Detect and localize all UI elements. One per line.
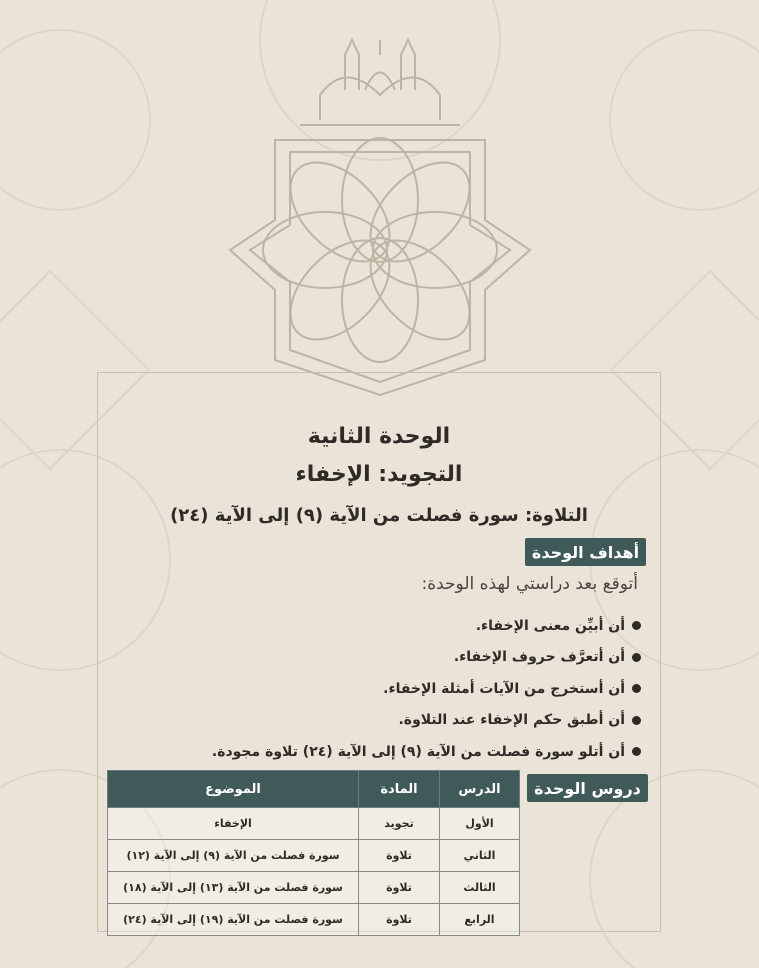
recitation-topic: التلاوة: سورة فصلت من الآية (٩) إلى الآية (٢٤)	[170, 505, 588, 526]
table-row	[108, 872, 520, 904]
list-item: أن أستخرج من الآيات أمثلة الإخفاء.	[121, 673, 641, 705]
bullet-icon	[632, 653, 641, 662]
unit-title: الوحدة الثانية	[307, 424, 451, 449]
bullet-icon	[632, 684, 641, 693]
goals-intro: أتوقع بعد دراستي لهذه الوحدة:	[421, 574, 638, 594]
table-header-row	[108, 771, 520, 808]
bullet-icon	[632, 621, 641, 630]
bullet-icon	[632, 716, 641, 725]
goals-heading: أهداف الوحدة	[525, 538, 646, 566]
lessons-table	[107, 770, 520, 936]
list-item: أن أبيِّن معنى الإخفاء.	[121, 610, 641, 642]
tajweed-topic: التجويد: الإخفاء	[295, 462, 463, 487]
lesson-cell: الثاني	[440, 840, 520, 872]
subject-cell: تلاوة	[359, 840, 440, 872]
lesson-cell: الرابع	[440, 904, 520, 936]
lesson-cell: الثالث	[440, 872, 520, 904]
lessons-heading: دروس الوحدة	[527, 774, 648, 802]
column-header-subject: المادة	[359, 771, 440, 808]
table-row	[108, 808, 520, 840]
topic-cell: سورة فصلت من الآية (٩) إلى الآية (١٢)	[108, 840, 359, 872]
column-header-lesson: الدرس	[440, 771, 520, 808]
list-item: أن أطبق حكم الإخفاء عند التلاوة.	[121, 705, 641, 737]
goals-list	[121, 610, 641, 768]
topic-cell: سورة فصلت من الآية (١٩) إلى الآية (٢٤)	[108, 904, 359, 936]
column-header-topic: الموضوع	[108, 771, 359, 808]
subject-cell: تجويد	[359, 808, 440, 840]
subject-cell: تلاوة	[359, 872, 440, 904]
topic-cell: سورة فصلت من الآية (١٣) إلى الآية (١٨)	[108, 872, 359, 904]
list-item: أن أتعرَّف حروف الإخفاء.	[121, 642, 641, 674]
list-item: أن أتلو سورة فصلت من الآية (٩) إلى الآية (٢٤) تلاوة مجودة.	[121, 736, 641, 768]
lesson-cell: الأول	[440, 808, 520, 840]
table-row	[108, 840, 520, 872]
table-row	[108, 904, 520, 936]
topic-cell: الإخفاء	[108, 808, 359, 840]
subject-cell: تلاوة	[359, 904, 440, 936]
bullet-icon	[632, 747, 641, 756]
